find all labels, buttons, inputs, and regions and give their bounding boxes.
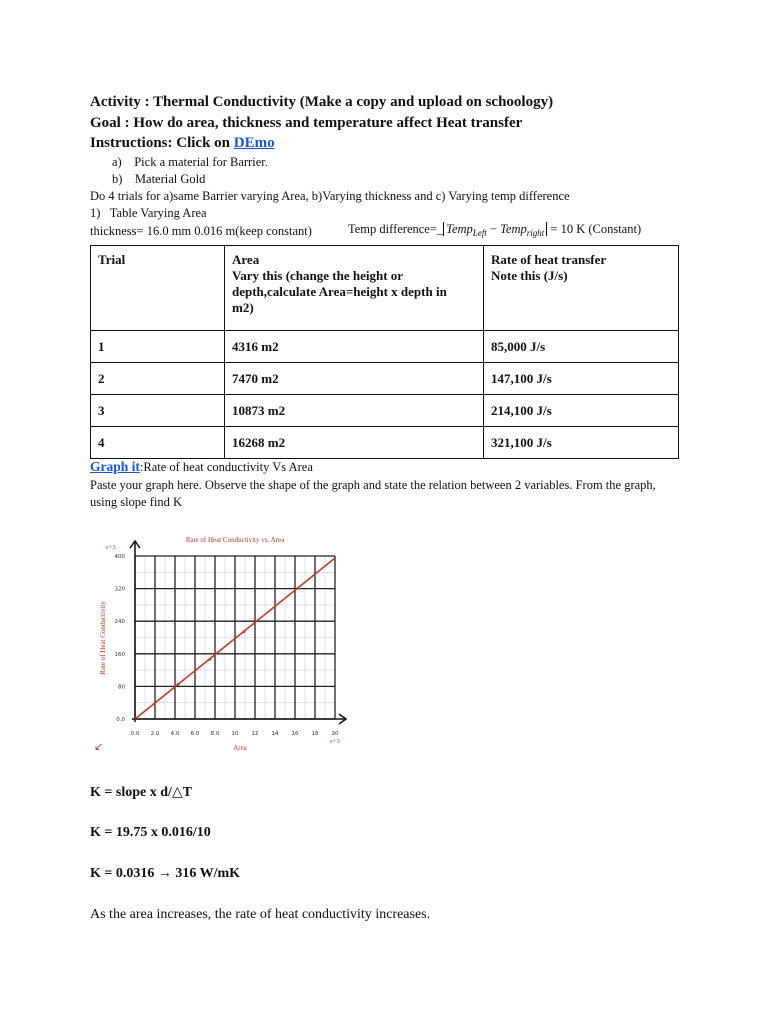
y-tick-label: 80 (118, 684, 125, 691)
x-tick-label: 4.0 (170, 731, 180, 737)
rate-cell: 214,100 J/s (484, 395, 679, 427)
conclusion-text: As the area increases, the rate of heat conductivity increases. (90, 907, 431, 922)
x-tick-label: 20 (331, 731, 339, 737)
data-point (209, 658, 212, 661)
instructions-prefix: Instructions: Click on (90, 135, 234, 151)
x-axis-label: Area (233, 744, 247, 752)
step-a-text: Pick a material for Barrier. (134, 155, 268, 169)
area-cell: 4316 m2 (225, 331, 484, 363)
x-tick-label: 14 (271, 731, 279, 737)
temp-diff-prefix: Temp difference=_ (348, 222, 444, 236)
corner-arrow-icon: ↙ (94, 740, 104, 753)
area-cell: 16268 m2 (225, 427, 484, 459)
table-row (91, 395, 679, 427)
x-tick-label: 6.0 (190, 731, 200, 737)
varying-area-table (90, 245, 679, 459)
y-tick-label: 320 (114, 586, 125, 593)
graph-section-title (90, 459, 313, 475)
graph-it-link[interactable]: Graph it (90, 459, 140, 474)
y-multiplier-label: e+3 (106, 544, 116, 551)
temp-diff-suffix: = 10 K (Constant) (547, 222, 642, 236)
step-a (112, 155, 268, 170)
header-area-line4: m2) (232, 300, 254, 315)
rate-vs-area-chart (90, 532, 352, 756)
y-axis-label: Rate of Heat Conductivity (99, 601, 107, 675)
y-tick-label: 400 (114, 554, 125, 560)
x-tick-label: 12 (251, 731, 259, 737)
data-point (297, 587, 300, 590)
header-area-line2: Vary this (change the height or (232, 268, 404, 283)
table-header-row (91, 246, 679, 331)
header-rate-line2: Note this (J/s) (491, 268, 568, 283)
chart-background (90, 532, 352, 756)
x-tick-label: 0.0 (130, 731, 140, 737)
header-area (225, 246, 484, 331)
table-section-title (90, 206, 207, 221)
header-trial-label: Trial (98, 252, 126, 267)
trial-cell: 1 (91, 331, 225, 363)
x-tick-label: 18 (311, 731, 319, 737)
y-tick-label: 0.0 (116, 717, 125, 723)
table-section-number: 1) (90, 206, 101, 220)
x-tick-label: 10 (231, 731, 239, 737)
header-rate-line1: Rate of heat transfer (491, 252, 607, 267)
table-row (91, 427, 679, 459)
y-tick-label: 160 (114, 651, 125, 658)
y-tick-label: 240 (114, 619, 125, 626)
table-section-label: Table Varying Area (109, 206, 207, 220)
area-cell: 7470 m2 (225, 363, 484, 395)
rate-cell: 85,000 J/s (484, 331, 679, 363)
temp-left-word: Temp (446, 222, 473, 236)
trial-cell: 3 (91, 395, 225, 427)
graph-instruction-line2: using slope find K (90, 495, 183, 509)
activity-heading: Activity : Thermal Conductivity (Make a copy and upload on schoology) (90, 94, 554, 110)
trial-cell: 2 (91, 363, 225, 395)
trial-cell: 4 (91, 427, 225, 459)
temp-right-subscript: right (526, 228, 545, 238)
table-row (91, 363, 679, 395)
goal-heading: Goal : How do area, thickness and temperature affect Heat transfer (90, 115, 523, 131)
graph-instruction-line1: Paste your graph here. Observe the shape of the graph and state the relation between 2 variables. From the graph, (90, 478, 656, 492)
graph-section-label: :Rate of heat conductivity Vs Area (139, 460, 313, 474)
x-multiplier-label: e+3 (330, 738, 340, 745)
x-tick-label: 8.0 (210, 731, 220, 737)
step-b-marker: b) (112, 172, 123, 186)
data-point (243, 630, 246, 633)
x-tick-label: 2.0 (150, 731, 160, 737)
instructions-line (90, 135, 275, 152)
area-cell: 10873 m2 (225, 395, 484, 427)
trials-instruction: Do 4 trials for a)same Barrier varying Area, b)Varying thickness and c) Varying temp difference (90, 189, 570, 203)
rate-cell: 321,100 J/s (484, 427, 679, 459)
rate-cell: 147,100 J/s (484, 363, 679, 395)
temp-left-subscript: Left (472, 228, 487, 238)
temp-minus: − (489, 222, 497, 236)
data-point (177, 683, 180, 686)
table-row (91, 331, 679, 363)
formula-line-2: K = 19.75 x 0.016/10 (90, 825, 211, 840)
formula-line-3: K = 0.0316 → 316 W/mK (90, 866, 241, 881)
temp-diff-expression (443, 222, 547, 236)
thickness-note: thickness= 16.0 mm 0.016 m(keep constant) (90, 224, 312, 238)
step-b-text: Material Gold (134, 172, 206, 186)
temp-difference-note (348, 222, 641, 238)
header-trial (91, 246, 225, 331)
step-b (112, 172, 205, 187)
x-tick-label: 16 (291, 731, 299, 737)
demo-link[interactable]: DEmo (233, 135, 275, 151)
temp-right-word: Temp (500, 222, 527, 236)
header-area-line3: depth,calculate Area=height x depth in (232, 284, 447, 299)
header-rate (484, 246, 679, 331)
formula-line-1: K = slope x d/△T (90, 785, 192, 800)
chart-title: Rate of Heat Conductivity vs. Area (185, 536, 285, 544)
header-area-line1: Area (232, 252, 260, 267)
step-a-marker: a) (112, 155, 122, 169)
